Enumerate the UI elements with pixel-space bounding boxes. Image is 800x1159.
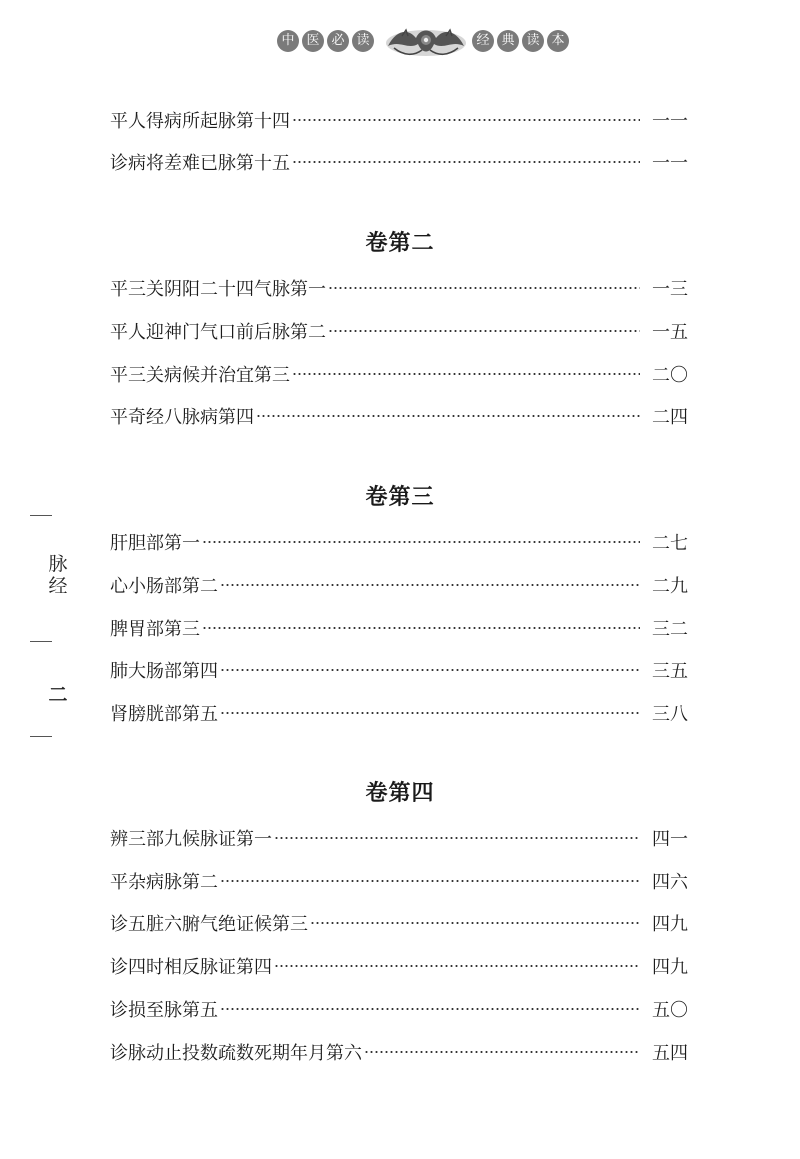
toc-entry[interactable] — [110, 824, 688, 852]
header-series-char: 典 — [497, 30, 519, 52]
toc-entry-page: 一一 — [652, 111, 688, 132]
toc-entry-title: 诊脉动止投数疏数死期年月第六 — [110, 1043, 362, 1064]
toc-entry-page: 四一 — [652, 829, 688, 850]
dot-leader — [310, 922, 640, 924]
toc-entry-title: 脾胃部第三 — [110, 619, 200, 640]
volume-heading: 卷第三 — [365, 485, 435, 510]
dot-leader — [292, 119, 640, 121]
dot-leader — [202, 541, 640, 543]
side-rule — [30, 736, 52, 737]
dot-leader — [274, 837, 640, 839]
dot-leader — [220, 669, 640, 671]
dot-leader — [292, 161, 640, 163]
dot-leader — [220, 712, 640, 714]
toc-entry-title: 平人迎神门气口前后脉第二 — [110, 322, 326, 343]
toc-entry-page: 四九 — [652, 957, 688, 978]
toc-entry-page: 五四 — [652, 1043, 688, 1064]
toc-entry-page: 二四 — [652, 407, 688, 428]
side-rule — [30, 515, 52, 516]
toc-entry[interactable] — [110, 1038, 688, 1066]
toc-entry-title: 诊病将差难已脉第十五 — [110, 153, 290, 174]
dot-leader — [256, 415, 640, 417]
toc-entry-title: 诊五脏六腑气绝证候第三 — [110, 914, 308, 935]
dot-leader — [220, 880, 640, 882]
header-series-char: 本 — [547, 30, 569, 52]
toc-entry[interactable] — [110, 106, 688, 134]
dot-leader — [220, 1008, 640, 1010]
side-rule — [30, 641, 52, 642]
toc-entry[interactable] — [110, 528, 688, 556]
toc-entry-page: 二九 — [652, 576, 688, 597]
toc-entry[interactable] — [110, 571, 688, 599]
header-series-char: 经 — [472, 30, 494, 52]
ornamental-emblem-icon — [382, 22, 470, 62]
toc-entry-page: 一三 — [652, 279, 688, 300]
side-page-number: 二 — [48, 684, 68, 706]
dot-leader — [220, 584, 640, 586]
toc-entry-page: 二〇 — [652, 365, 688, 386]
toc-entry[interactable] — [110, 274, 688, 302]
toc-entry[interactable] — [110, 699, 688, 727]
toc-entry-page: 三五 — [652, 661, 688, 682]
toc-entry-title: 心小肠部第二 — [110, 576, 218, 597]
header-series-char: 读 — [522, 30, 544, 52]
toc-entry-title: 平三关病候并治宜第三 — [110, 365, 290, 386]
dot-leader — [364, 1051, 640, 1053]
toc-entry-title: 平奇经八脉病第四 — [110, 407, 254, 428]
header-series-char: 中 — [277, 30, 299, 52]
toc-entry-page: 四九 — [652, 914, 688, 935]
toc-entry-title: 平杂病脉第二 — [110, 872, 218, 893]
toc-entry-title: 平三关阴阳二十四气脉第一 — [110, 279, 326, 300]
toc-entry-page: 五〇 — [652, 1000, 688, 1021]
toc-entry-page: 三八 — [652, 704, 688, 725]
header-series-char: 读 — [352, 30, 374, 52]
toc-entry-page: 一五 — [652, 322, 688, 343]
toc-entry-title: 肺大肠部第四 — [110, 661, 218, 682]
toc-entry-title: 诊损至脉第五 — [110, 1000, 218, 1021]
toc-entry-page: 四六 — [652, 872, 688, 893]
toc-entry-page: 二七 — [652, 533, 688, 554]
dot-leader — [292, 373, 640, 375]
toc-entry[interactable] — [110, 867, 688, 895]
toc-entry-title: 诊四时相反脉证第四 — [110, 957, 272, 978]
toc-entry[interactable] — [110, 995, 688, 1023]
side-book-title: 脉经 — [48, 553, 68, 597]
dot-leader — [328, 287, 640, 289]
toc-entry[interactable] — [110, 656, 688, 684]
volume-heading: 卷第四 — [365, 781, 435, 806]
header-series-char: 必 — [327, 30, 349, 52]
toc-entry[interactable] — [110, 317, 688, 345]
toc-entry-title: 辨三部九候脉证第一 — [110, 829, 272, 850]
toc-entry[interactable] — [110, 360, 688, 388]
toc-entry[interactable] — [110, 909, 688, 937]
dot-leader — [202, 627, 640, 629]
toc-entry-page: 三二 — [652, 619, 688, 640]
toc-entry[interactable] — [110, 614, 688, 642]
toc-entry-page: 一一 — [652, 153, 688, 174]
toc-entry-title: 肝胆部第一 — [110, 533, 200, 554]
toc-entry[interactable] — [110, 952, 688, 980]
toc-entry[interactable] — [110, 402, 688, 430]
page-header — [0, 22, 800, 62]
toc-entry-title: 肾膀胱部第五 — [110, 704, 218, 725]
toc-entry-title: 平人得病所起脉第十四 — [110, 111, 290, 132]
header-series-char: 医 — [302, 30, 324, 52]
volume-heading: 卷第二 — [365, 231, 435, 256]
dot-leader — [274, 965, 640, 967]
toc-entry[interactable] — [110, 148, 688, 176]
dot-leader — [328, 330, 640, 332]
